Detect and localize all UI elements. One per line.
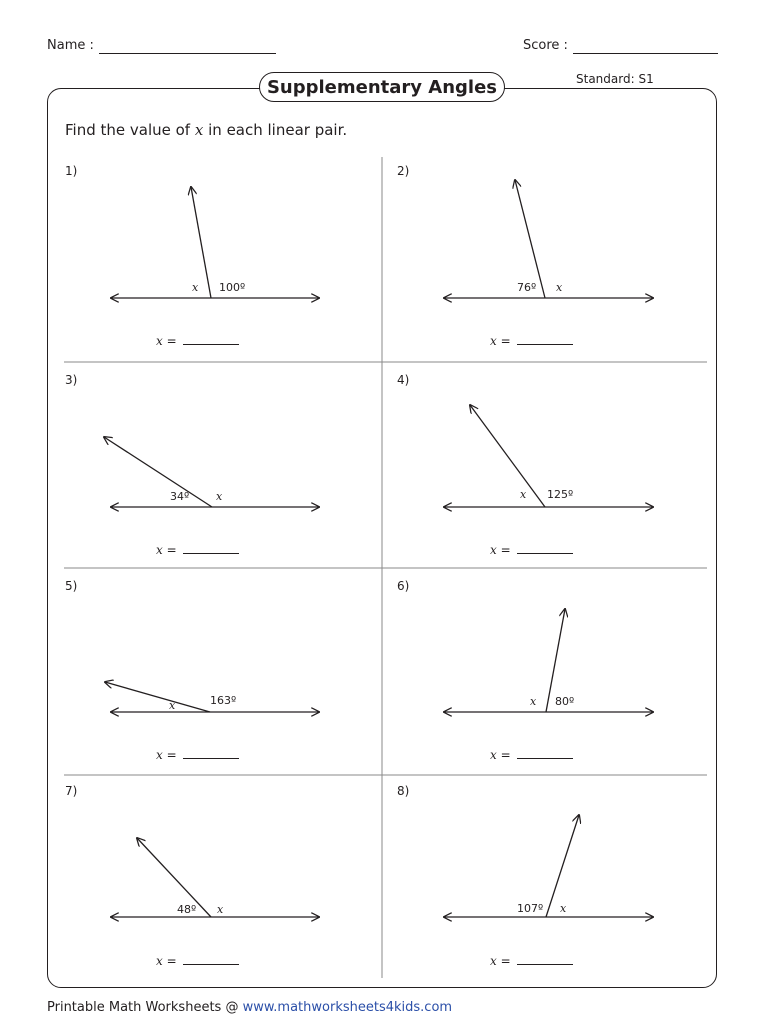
score-label: Score : [523,38,568,53]
diagram-8-given: 107º [517,902,544,915]
problem-4-answer-label: x = [490,543,511,557]
standard-label: Standard: S1 [576,72,654,86]
diagram-3-given: 34º [170,490,190,503]
diagram-4 [444,405,653,507]
problem-7-number: 7) [65,784,78,798]
problem-3-answer-blank[interactable] [183,543,239,554]
problem-1-answer-label: x = [156,334,177,348]
problem-2-answer[interactable] [490,334,573,348]
diagram-5 [105,682,319,712]
diagram-2 [444,180,653,298]
problem-6-answer-blank[interactable] [517,748,573,759]
problem-4-number: 4) [397,373,410,387]
problem-3-number: 3) [65,373,78,387]
problem-7-answer[interactable] [156,954,239,968]
diagram-3-unknown: x [216,490,223,503]
footer-url-link[interactable]: www.mathworksheets4kids.com [242,1000,453,1015]
diagram-7-given: 48º [177,903,197,916]
diagram-5-unknown: x [169,699,176,712]
diagram-4-ray [470,405,545,507]
diagram-3 [104,437,319,507]
problem-8-number: 8) [397,784,410,798]
problem-5-answer-blank[interactable] [183,748,239,759]
diagram-4-given: 125º [547,488,574,501]
problem-8-answer-label: x = [490,954,511,968]
diagram-1-given: 100º [219,281,246,294]
diagram-6 [444,609,653,712]
diagram-8-unknown: x [560,902,567,915]
problem-8-answer-blank[interactable] [517,954,573,965]
problem-2-answer-blank[interactable] [517,334,573,345]
instruction-before: Find the value of [65,121,191,139]
diagram-2-unknown: x [556,281,563,294]
worksheet-title: Supplementary Angles [259,72,505,102]
problem-7-answer-label: x = [156,954,177,968]
problem-3-answer-label: x = [156,543,177,557]
problem-4-answer[interactable] [490,543,573,557]
problem-1-number: 1) [65,164,78,178]
footer-text: Printable Math Worksheets @ [47,1000,239,1015]
instruction-after: in each linear pair. [208,121,348,139]
problem-6-answer[interactable] [490,748,573,762]
problem-6-number: 6) [397,579,410,593]
diagram-5-ray [105,682,210,712]
diagram-7-ray [137,838,211,917]
problem-5-answer[interactable] [156,748,239,762]
problem-6-answer-label: x = [490,748,511,762]
problem-4-answer-blank[interactable] [517,543,573,554]
diagram-7 [111,838,319,917]
diagram-8 [444,815,653,917]
problem-8-answer[interactable] [490,954,573,968]
diagram-6-given: 80º [555,695,575,708]
diagram-1-unknown: x [192,281,199,294]
problem-5-number: 5) [65,579,78,593]
problem-2-number: 2) [397,164,410,178]
instruction-variable: x [194,121,204,139]
diagram-3-ray [104,437,212,507]
diagram-2-given: 76º [517,281,537,294]
problem-3-answer[interactable] [156,543,239,557]
diagram-6-unknown: x [530,695,537,708]
problem-2-answer-label: x = [490,334,511,348]
diagram-7-unknown: x [217,903,224,916]
problem-1-answer[interactable] [156,334,239,348]
diagram-1 [111,187,319,298]
problem-1-answer-blank[interactable] [183,334,239,345]
diagram-5-given: 163º [210,694,237,707]
problem-5-answer-label: x = [156,748,177,762]
footer [47,1000,452,1015]
name-label: Name : [47,38,94,53]
diagram-4-unknown: x [520,488,527,501]
problem-7-answer-blank[interactable] [183,954,239,965]
